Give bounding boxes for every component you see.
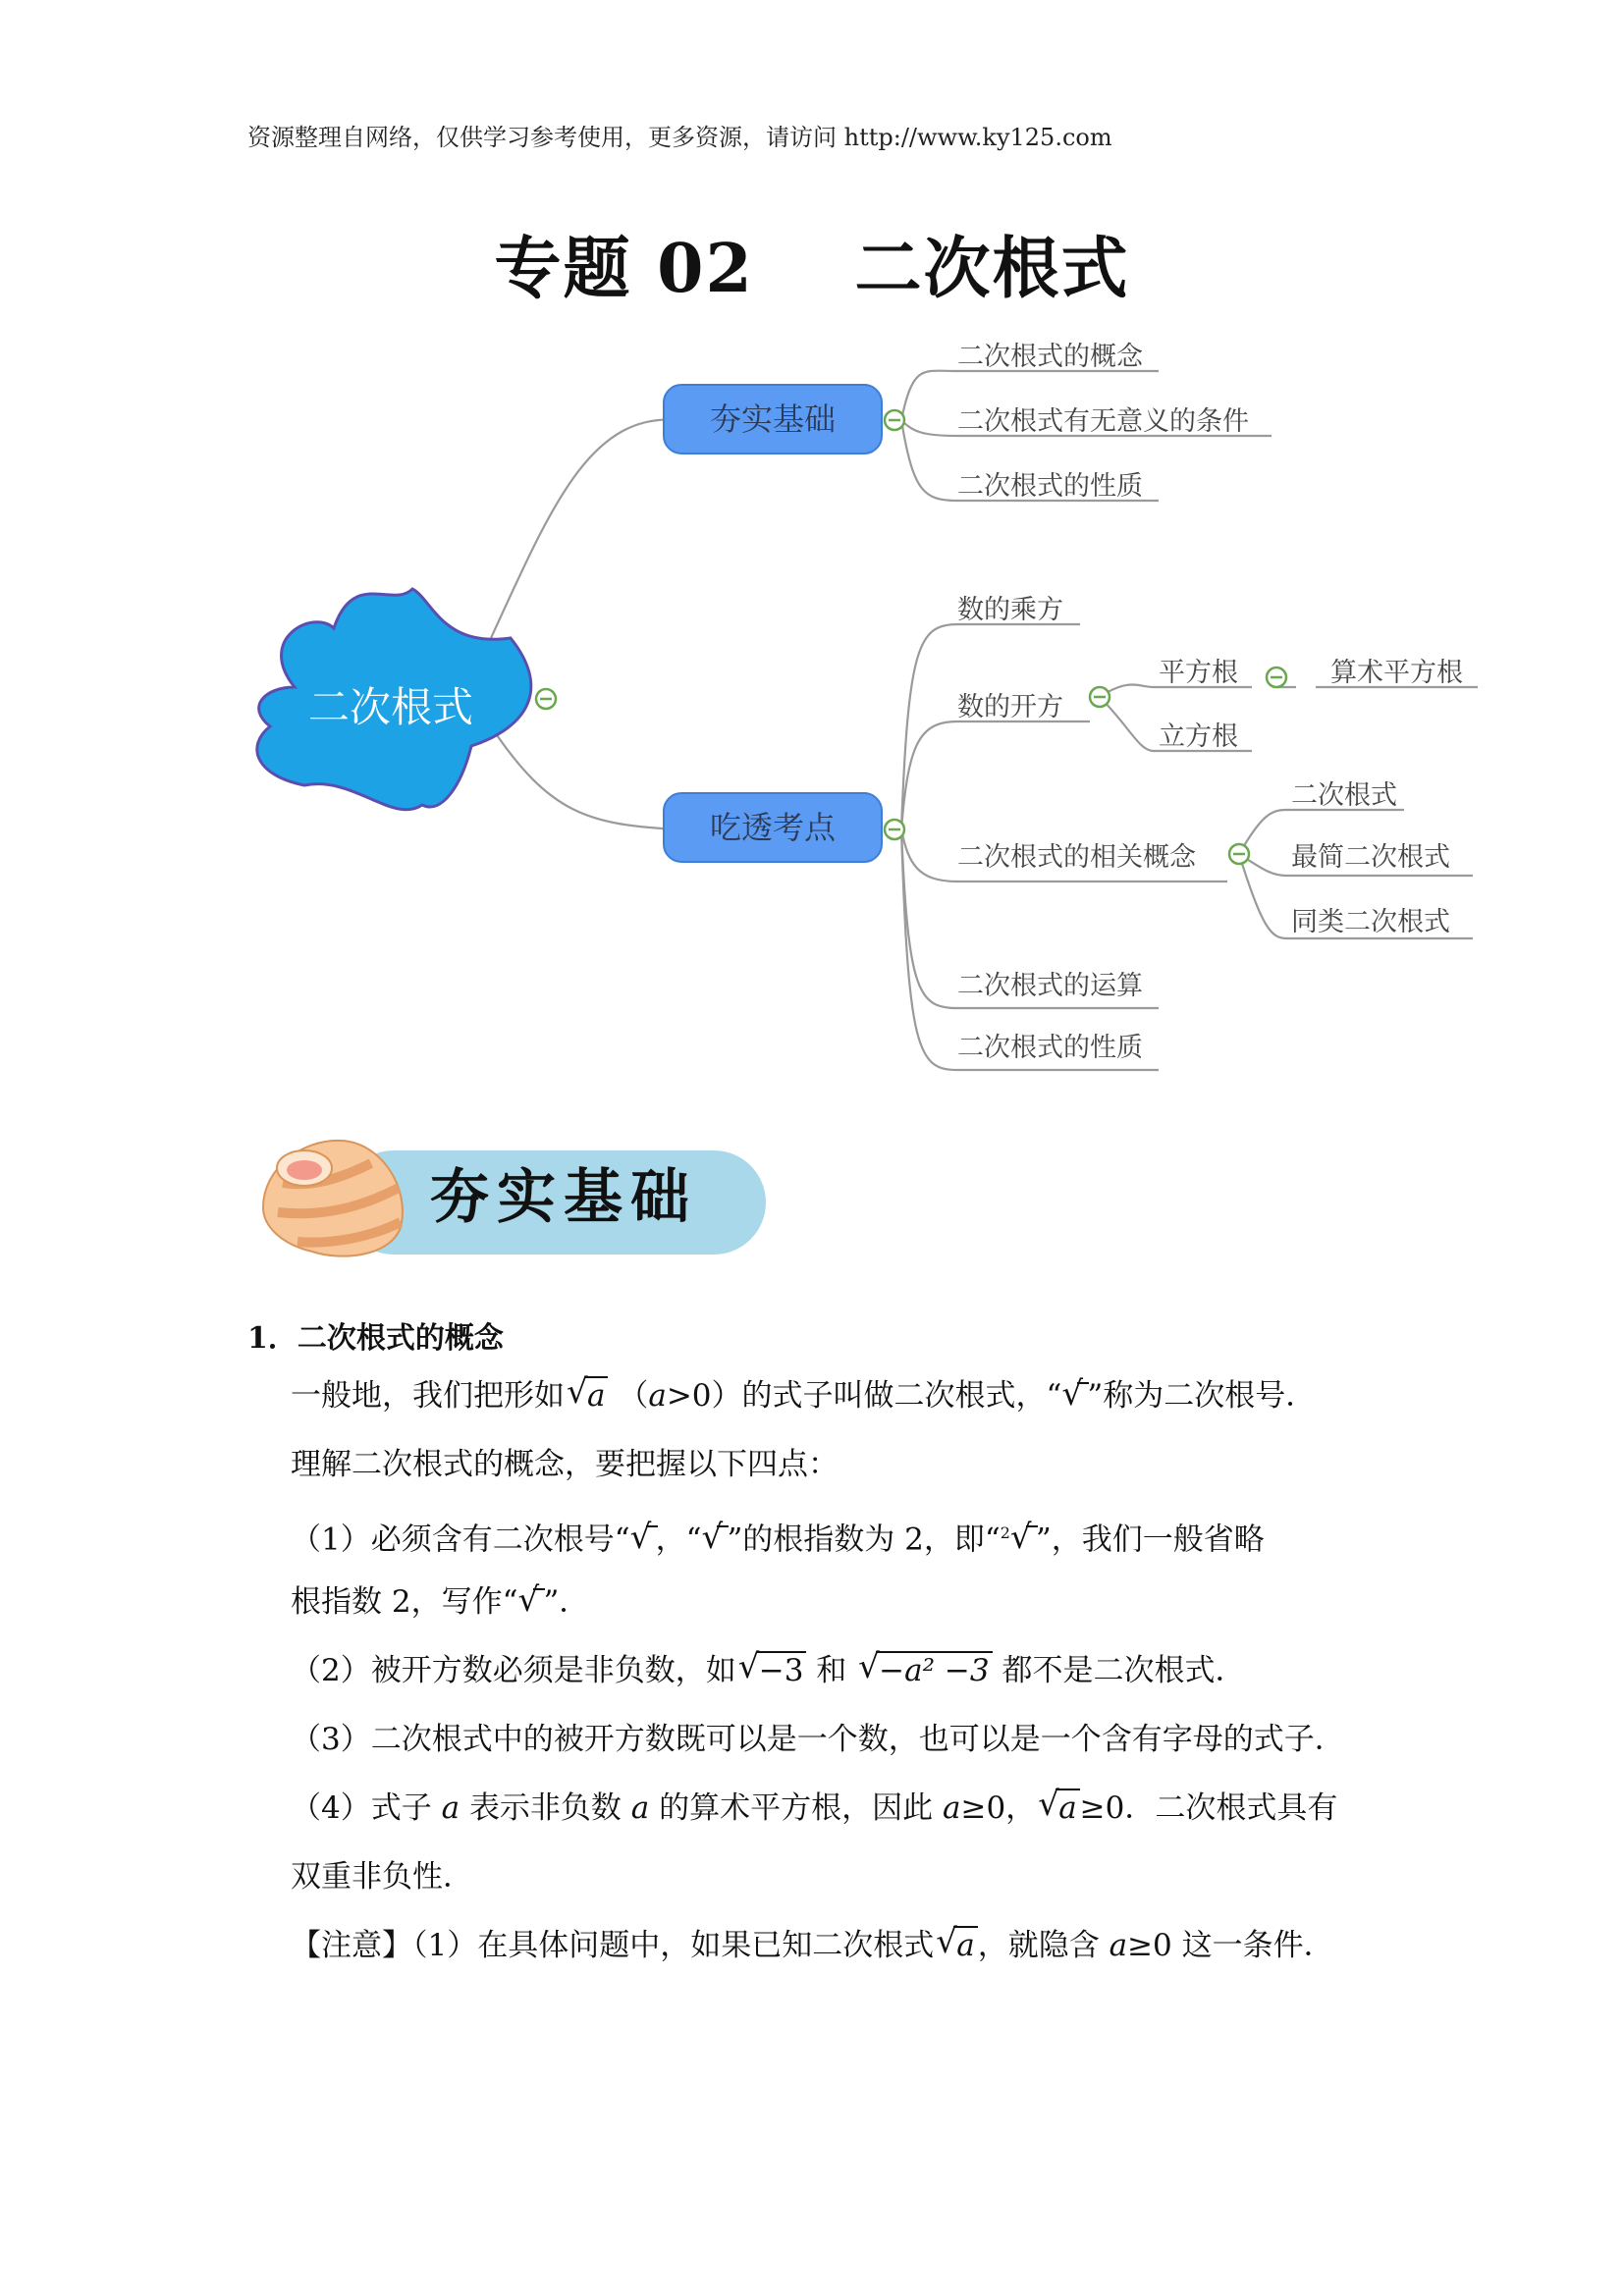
header-note: 资源整理自网络，仅供学习参考使用，更多资源，请访问 http://www.ky125.com [247,124,1112,151]
mind-map [0,0,1624,1099]
paragraph-6: （3）二次根式中的被开方数既可以是一个数，也可以是一个含有字母的式子． [291,1722,1345,1757]
mm-basics-item-2: 二次根式有无意义的条件 [957,406,1249,437]
mm-item-properties: 二次根式的性质 [957,1033,1143,1063]
radical-sign-icon [1010,1523,1036,1553]
mm-item-power: 数的乘方 [957,595,1063,625]
radical-sign-icon [1061,1380,1087,1410]
paragraph-3: （1）必须含有二次根号“√ ，“√ ”的根指数为 2，即“$^2$√ ”，我们一般省略 [291,1514,1265,1559]
mm-item-cube-root: 立方根 [1159,721,1238,752]
paragraph-4: 根指数 2，写作“√ ”． [291,1582,589,1622]
branch-basics-label: 夯实基础 [709,400,837,438]
paragraph-5: （2）被开方数必须是非负数，如√ −3 和 √ −a² −3 都不是二次根式． [291,1651,1245,1690]
section-heading: 1．二次根式的概念 [247,1321,504,1356]
mm-item-related-concepts: 二次根式的相关概念 [957,842,1196,873]
paragraph-9: 【注意】（1）在具体问题中，如果已知二次根式√ a，就隐含 a≥0 这一条件． [291,1926,1334,1965]
paragraph-7: （4）式子 a 表示非负数 a 的算术平方根，因此 a≥0，√ a≥0．二次根式具有 [291,1789,1337,1828]
mm-item-simplest-radical: 最简二次根式 [1291,842,1450,873]
section-banner-title: 夯实基础 [430,1163,697,1232]
mm-item-square-root: 平方根 [1159,658,1238,688]
mm-basics-item-3: 二次根式的性质 [957,471,1143,502]
paragraph-8: 双重非负性． [291,1859,473,1895]
mm-item-radical: 二次根式 [1291,780,1397,811]
radical-sign-icon [701,1523,727,1553]
radical-sign-icon [630,1523,656,1553]
page-title: 专题 02 二次根式 [494,230,1130,308]
branch-keypoints-label: 吃透考点 [709,809,837,846]
mm-item-operations: 二次根式的运算 [957,971,1143,1001]
root-node-label: 二次根式 [307,683,474,731]
mm-basics-item-1: 二次根式的概念 [957,342,1143,372]
mm-item-arith-root: 算术平方根 [1330,658,1463,688]
paragraph-1: 一般地，我们把形如√ a （a>0）的式子叫做二次根式，“√ ”称为二次根号． [291,1376,1316,1415]
mm-item-root-extraction: 数的开方 [957,692,1063,722]
section-banner [253,1129,772,1262]
radical-sign-icon [517,1586,543,1616]
paragraph-2: 理解二次根式的概念，要把握以下四点： [291,1447,839,1482]
mm-item-like-radical: 同类二次根式 [1291,907,1450,937]
